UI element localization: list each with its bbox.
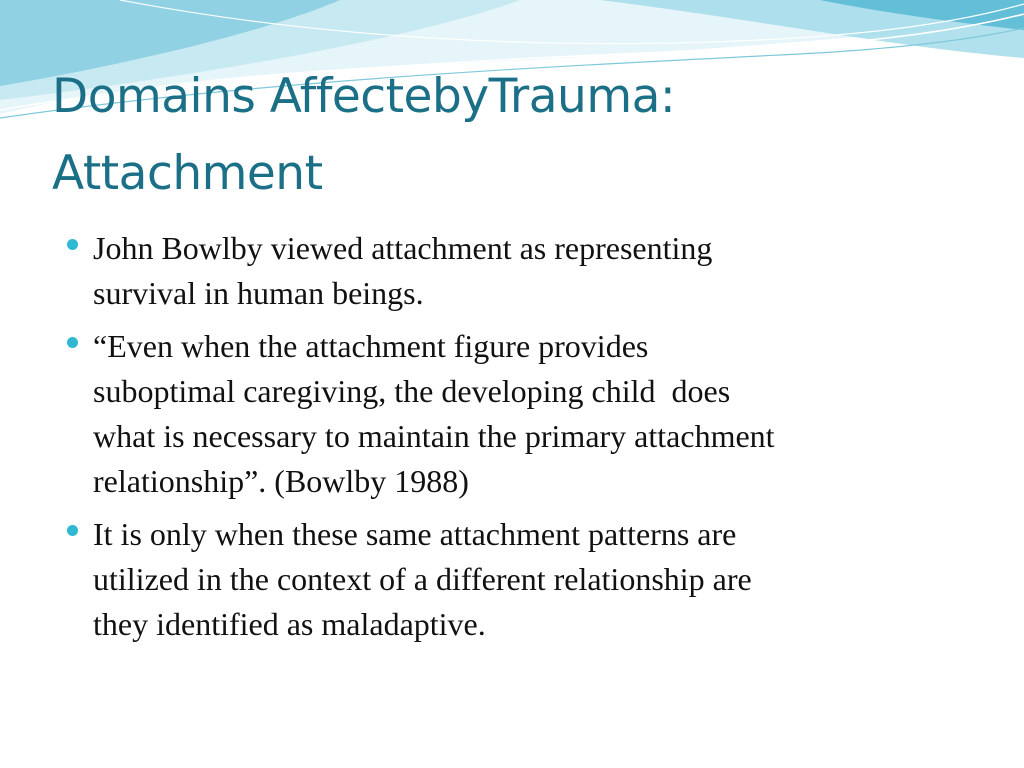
bullet-list: [66, 226, 966, 655]
bullet-text: “Even when the attachment figure provides suboptimal caregiving, the developing child does what is necessary to maintain the primary attachment relationship”. (Bowlby 1988): [93, 328, 775, 499]
bullet-dot-icon: [67, 525, 78, 536]
bullet-item: [66, 512, 966, 647]
bullet-dot-icon: [67, 337, 78, 348]
slide-title-line-2: Attachment: [52, 146, 323, 201]
slide-title-line-1: Domains AffectebyTrauma:: [52, 69, 676, 124]
bullet-dot-icon: [67, 239, 78, 250]
bullet-text: John Bowlby viewed attachment as representing survival in human beings.: [93, 230, 713, 311]
bullet-text: It is only when these same attachment patterns are utilized in the context of a different relationship are they identified as maladaptive.: [93, 516, 752, 642]
bullet-item: [66, 324, 966, 504]
slide-title: [52, 58, 992, 212]
bullet-item: [66, 226, 966, 316]
